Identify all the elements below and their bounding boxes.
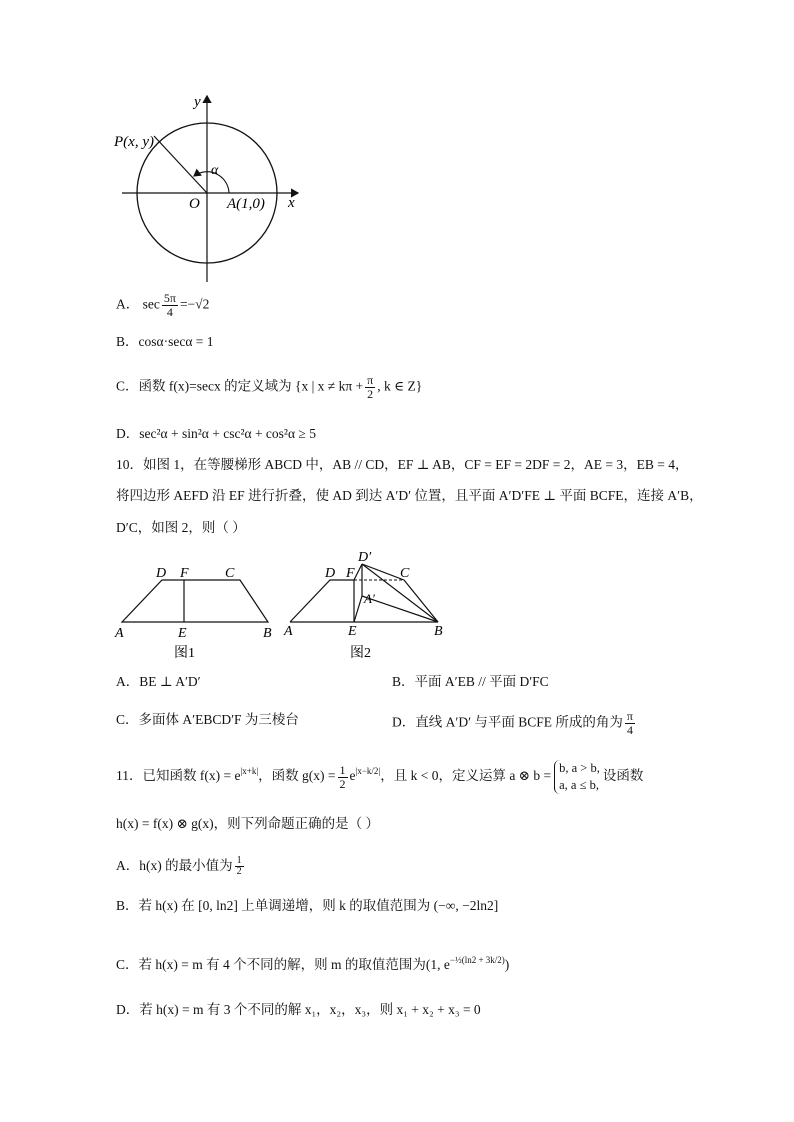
fraction: $\frac{\pi}{2}$: [367, 373, 374, 401]
q10-figure-2: [282, 546, 452, 666]
svg-text:A: A: [284, 624, 293, 639]
terminal-ray: [154, 136, 207, 193]
svg-text:D: D: [156, 566, 167, 581]
label-alpha: α: [211, 163, 219, 178]
svg-text:B: B: [263, 626, 272, 641]
svg-text:C: C: [225, 566, 235, 581]
fraction: $\frac{1}{2}$: [236, 855, 242, 878]
q11-option-c: C．若 h(x) = m 有 4 个不同的解，则 m 的取值范围为(1, $e^{-\frac{1}{2}(ln2 + 3k/2)}$): [116, 955, 510, 972]
q10-option-d: D．直线 A′D′ 与平面 BCFE 所成的角为 $\frac{\pi}{4}$: [392, 709, 633, 737]
svg-text:A: A: [115, 626, 124, 641]
q10-option-a: A．BE ⊥ A′D′: [116, 674, 201, 689]
svg-text:D: D: [325, 566, 336, 581]
q10-stem-line2: 将四边形 AEFD 沿 EF 进行折叠，使 AD 到达 A′D′ 位置，且平面 A′D′FE ⊥ 平面 BCFE，连接 A′B，: [116, 488, 703, 503]
q11-option-d: D．若 h(x) = m 有 3 个不同的解 x₁，x₂，x₃，则 x₁ + x₂ + x₃ = 0: [116, 1002, 481, 1017]
svg-text:D′: D′: [358, 550, 372, 565]
label-A: A(1,0): [227, 196, 265, 212]
q10-option-b: B．平面 A′EB // 平面 D′FC: [392, 674, 549, 689]
q10-option-c: C．多面体 A′EBCD′F 为三棱台: [116, 712, 299, 727]
svg-text:A′: A′: [364, 591, 375, 606]
svg-text:E: E: [178, 626, 187, 641]
q9-option-d: D．sec²α + sin²α + csc²α + cos²α ≥ 5: [116, 426, 316, 441]
svg-text:B: B: [434, 624, 443, 639]
label-O: O: [189, 196, 200, 212]
option-letter: A．: [116, 296, 140, 312]
figure-caption: 图2: [350, 646, 371, 661]
svg-text:E: E: [348, 624, 357, 639]
q9-option-a: A． sec $\frac{5\pi}{4}$ =−√2: [116, 291, 210, 319]
trapezoid-abcd: [122, 580, 268, 622]
fraction: $\frac{5\pi}{4}$: [163, 291, 176, 319]
q11-stem-line2: h(x) = f(x) ⊗ g(x)，则下列命题正确的是（ ）: [116, 816, 380, 831]
unit-circle-figure: [110, 90, 310, 290]
q10-stem-line3: D′C，如图 2，则（ ）: [116, 520, 246, 535]
svg-text:F: F: [180, 566, 189, 581]
q11-option-a: A．h(x) 的最小值为 $\frac{1}{2}$: [116, 855, 242, 878]
q9-option-b: B．cosα·secα = 1: [116, 334, 214, 349]
label-P: P(x, y): [114, 134, 154, 150]
label-y: y: [194, 94, 201, 110]
label-x: x: [288, 195, 295, 211]
figure-caption: 图1: [174, 646, 195, 661]
piecewise-cases: b, a > b, a, a ≤ b,: [554, 760, 600, 794]
svg-text:C: C: [400, 566, 410, 581]
q11-stem-line1: 11．已知函数 $f(x) = e^{|x+k|}$，函数 g(x) = $\frac{1}{2}$ $e^{|x-k/2|}$，且 k < 0，定义运算 a ⊗ b = b, a > b, a, a ≤ b, 设函数: [116, 761, 644, 792]
q10-stem-line1: 10．如图 1，在等腰梯形 ABCD 中，AB // CD，EF ⊥ AB，CF = EF = 2DF = 2，AE = 3，EB = 4，: [116, 457, 689, 472]
fraction: $\frac{1}{2}$: [339, 762, 346, 791]
q9-option-c: C．函数 f(x)=secx 的定义域为 {x | x ≠ kπ + $\frac{\pi}{2}$ , k ∈ Z}: [116, 373, 423, 401]
q11-option-b: B．若 h(x) 在 [0, ln2] 上单调递增，则 k 的取值范围为 (−∞, −2ln2]: [116, 898, 499, 913]
q10-figure-1: [110, 560, 280, 665]
svg-text:F: F: [346, 566, 355, 581]
fraction: $\frac{\pi}{4}$: [626, 709, 633, 737]
